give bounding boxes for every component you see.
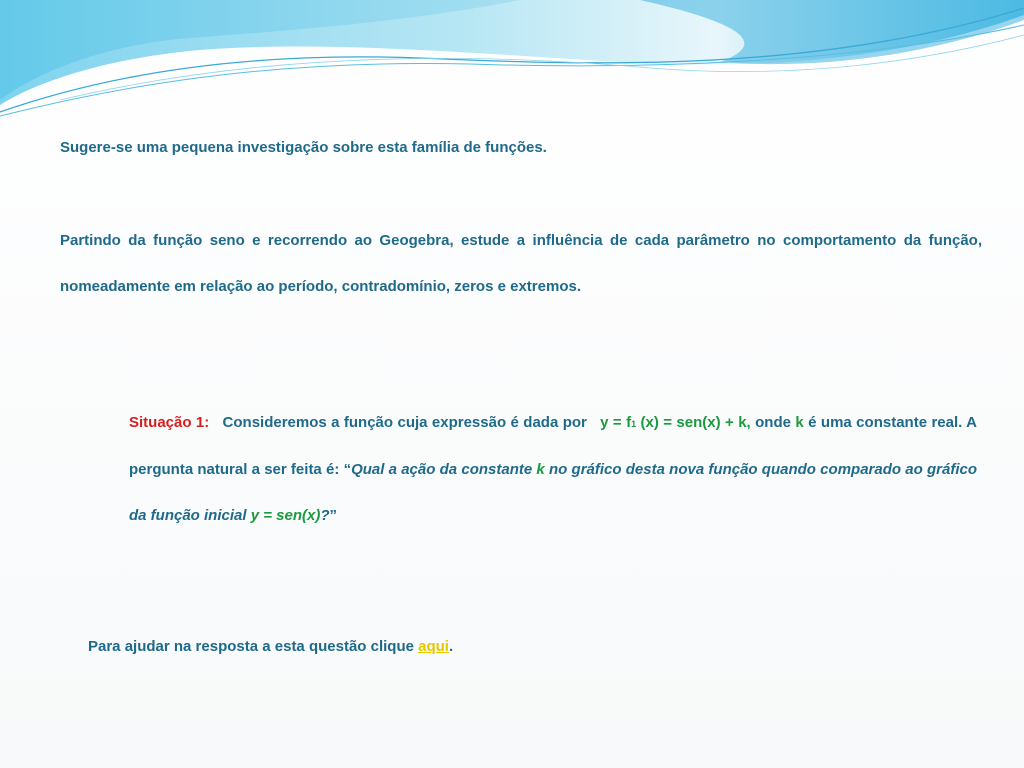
help-line (88, 624, 788, 670)
help-text: Para ajudar na resposta a esta questão clique (88, 638, 419, 655)
constant-k: k (795, 414, 804, 431)
question-equation: y = sen(x) (250, 507, 321, 524)
header-wave-decoration (0, 0, 1024, 130)
intro-sentence: Sugere-se uma pequena investigação sobre esta família de funções. (60, 139, 547, 156)
question-mark: ? (320, 507, 330, 524)
equation-subscript: 1 (631, 419, 637, 429)
help-end: . (448, 638, 454, 655)
situation-text-2: onde (755, 414, 791, 431)
situation-label: Situação 1: (129, 414, 210, 431)
situation-text-3: é uma constante real. A pergunta natural a ser feita é: “ (129, 414, 977, 478)
equation-y-f1 (600, 414, 751, 431)
closing-quote: ” (329, 507, 337, 524)
question-constant-k: k (536, 461, 545, 478)
situation-text-1: Consideremos a função cuja expressão é dada por (222, 414, 587, 431)
equation-y-prefix: y = f (600, 414, 632, 431)
aqui-link[interactable]: aqui (418, 638, 449, 655)
question-part-2: no gráfico desta nova função quando comparado ao gráfico da função inicial (129, 461, 977, 524)
question-part-1: Qual a ação da constante (351, 461, 537, 478)
equation-rest: (x) = sen(x) + k, (636, 414, 751, 431)
instructions-paragraph: Partindo da função seno e recorrendo ao Geogebra, estude a influência de cada parâmetro no comportamento da função, nomeadamente em relação ao período, contradomínio, zeros e extremos. (60, 232, 982, 295)
situation-1-paragraph (129, 400, 977, 539)
